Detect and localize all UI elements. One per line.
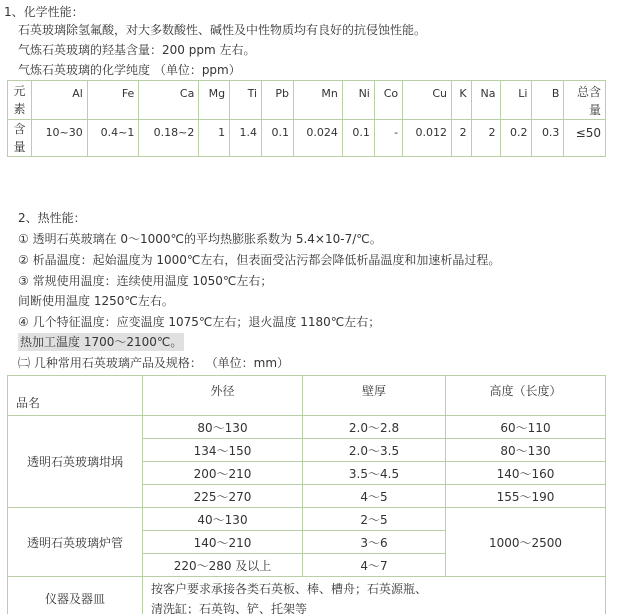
purity-header-row — [8, 81, 606, 120]
purity-value-cell: 1 — [199, 120, 230, 157]
purity-header-cell: Ni — [342, 81, 374, 120]
purity-table — [7, 80, 606, 157]
table-cell: 40～130 — [143, 508, 303, 531]
table-cell: 4～5 — [303, 485, 446, 508]
table-row — [8, 577, 606, 614]
purity-header-cell: Ca — [139, 81, 199, 120]
purity-header-cell: Al — [32, 81, 88, 120]
purity-value-cell: 0.1 — [262, 120, 294, 157]
spec-header-od: 外径 — [143, 376, 303, 416]
table-cell: 220～280 及以上 — [143, 554, 303, 577]
purity-header-total: 总含 量 — [564, 81, 606, 120]
spec-table — [7, 375, 606, 614]
table-cell: 80～130 — [143, 416, 303, 439]
table-cell: 200～210 — [143, 462, 303, 485]
purity-table-caption: 气炼石英玻璃的化学纯度 （单位：ppm） — [18, 63, 241, 77]
purity-header-label: 元 素 — [8, 81, 32, 120]
purity-value-cell: 10~30 — [32, 120, 88, 157]
table-cell: 2.0～3.5 — [303, 439, 446, 462]
purity-value-cell: 0.4~1 — [87, 120, 139, 157]
table-cell: 225～270 — [143, 485, 303, 508]
furnace-tube-name: 透明石英玻璃炉管 — [8, 508, 143, 577]
purity-header-cell: Fe — [87, 81, 139, 120]
section2-item1: ① 透明石英玻璃在 0～1000℃的平均热膨胀系数为 5.4×10-7/℃。 — [18, 232, 382, 246]
purity-header-cell: Cu — [403, 81, 452, 120]
spec-header-name: 品名 — [8, 376, 143, 416]
table-cell: 155～190 — [446, 485, 606, 508]
table-cell: 2.0～2.8 — [303, 416, 446, 439]
section3-title: ㈡ 几种常用石英玻璃产品及规格： （单位：mm） — [18, 356, 290, 370]
section1-title: 1、化学性能： — [4, 5, 84, 19]
purity-value-cell: 0.024 — [294, 120, 343, 157]
purity-header-cell: Li — [500, 81, 532, 120]
table-cell: 80～130 — [446, 439, 606, 462]
table-row — [8, 508, 606, 531]
table-cell: 3.5～4.5 — [303, 462, 446, 485]
purity-value-cell: 1.4 — [230, 120, 262, 157]
table-cell: 2～5 — [303, 508, 446, 531]
section2-title: 2、热性能： — [18, 211, 86, 225]
section2-item2: ② 析晶温度：起始温度为 1000℃左右，但表面受沾污都会降低析晶温度和加速析晶过程。 — [18, 253, 501, 267]
purity-value-cell: 0.2 — [500, 120, 532, 157]
purity-value-cell: 0.3 — [532, 120, 564, 157]
purity-header-cell: Ti — [230, 81, 262, 120]
table-cell: 140～210 — [143, 531, 303, 554]
furnace-tube-height: 1000～2500 — [446, 508, 606, 577]
section1-line2: 气炼石英玻璃的羟基含量：200 ppm 左右。 — [18, 43, 256, 57]
purity-value-cell: - — [374, 120, 402, 157]
table-cell: 134～150 — [143, 439, 303, 462]
table-cell: 4～7 — [303, 554, 446, 577]
table-cell: 3～6 — [303, 531, 446, 554]
spec-header-height: 高度（长度） — [446, 376, 606, 416]
purity-value-cell: 0.18~2 — [139, 120, 199, 157]
section2-item4b-highlighted: 热加工温度 1700～2100℃。 — [20, 335, 183, 349]
purity-header-cell: K — [452, 81, 472, 120]
instruments-desc — [143, 577, 606, 614]
instruments-desc-line1: 按客户要求承接各类石英板、棒、槽舟；石英源瓶、 — [151, 581, 428, 596]
spec-header-wall: 壁厚 — [303, 376, 446, 416]
purity-value-cell: 0.012 — [403, 120, 452, 157]
purity-header-cell: Na — [471, 81, 500, 120]
purity-header-cell: Co — [374, 81, 402, 120]
table-row — [8, 416, 606, 439]
section1-line1: 石英玻璃除氢氟酸，对大多数酸性、碱性及中性物质均有良好的抗侵蚀性能。 — [18, 23, 427, 37]
purity-header-cell: Mg — [199, 81, 230, 120]
section2-item3b: 间断使用温度 1250℃左右。 — [18, 294, 174, 308]
instruments-desc-line2: 清洗缸；石英钩、铲、托架等 — [151, 601, 308, 614]
purity-value-cell: 2 — [452, 120, 472, 157]
purity-header-cell: Pb — [262, 81, 294, 120]
purity-value-row — [8, 120, 606, 157]
instruments-name: 仪器及器皿 — [8, 577, 143, 614]
purity-value-total: ≤50 — [564, 120, 606, 157]
table-cell: 60～110 — [446, 416, 606, 439]
spec-header-row — [8, 376, 606, 416]
table-cell: 140～160 — [446, 462, 606, 485]
purity-header-cell: Mn — [294, 81, 343, 120]
section2-item4: ④ 几个特征温度：应变温度 1075℃左右；退火温度 1180℃左右； — [18, 315, 381, 329]
purity-value-cell: 0.1 — [342, 120, 374, 157]
purity-header-cell: B — [532, 81, 564, 120]
section2-item3: ③ 常规使用温度：连续使用温度 1050℃左右； — [18, 274, 273, 288]
purity-value-cell: 2 — [471, 120, 500, 157]
purity-row-label: 含 量 — [8, 120, 32, 157]
crucible-name: 透明石英玻璃坩埚 — [8, 416, 143, 508]
